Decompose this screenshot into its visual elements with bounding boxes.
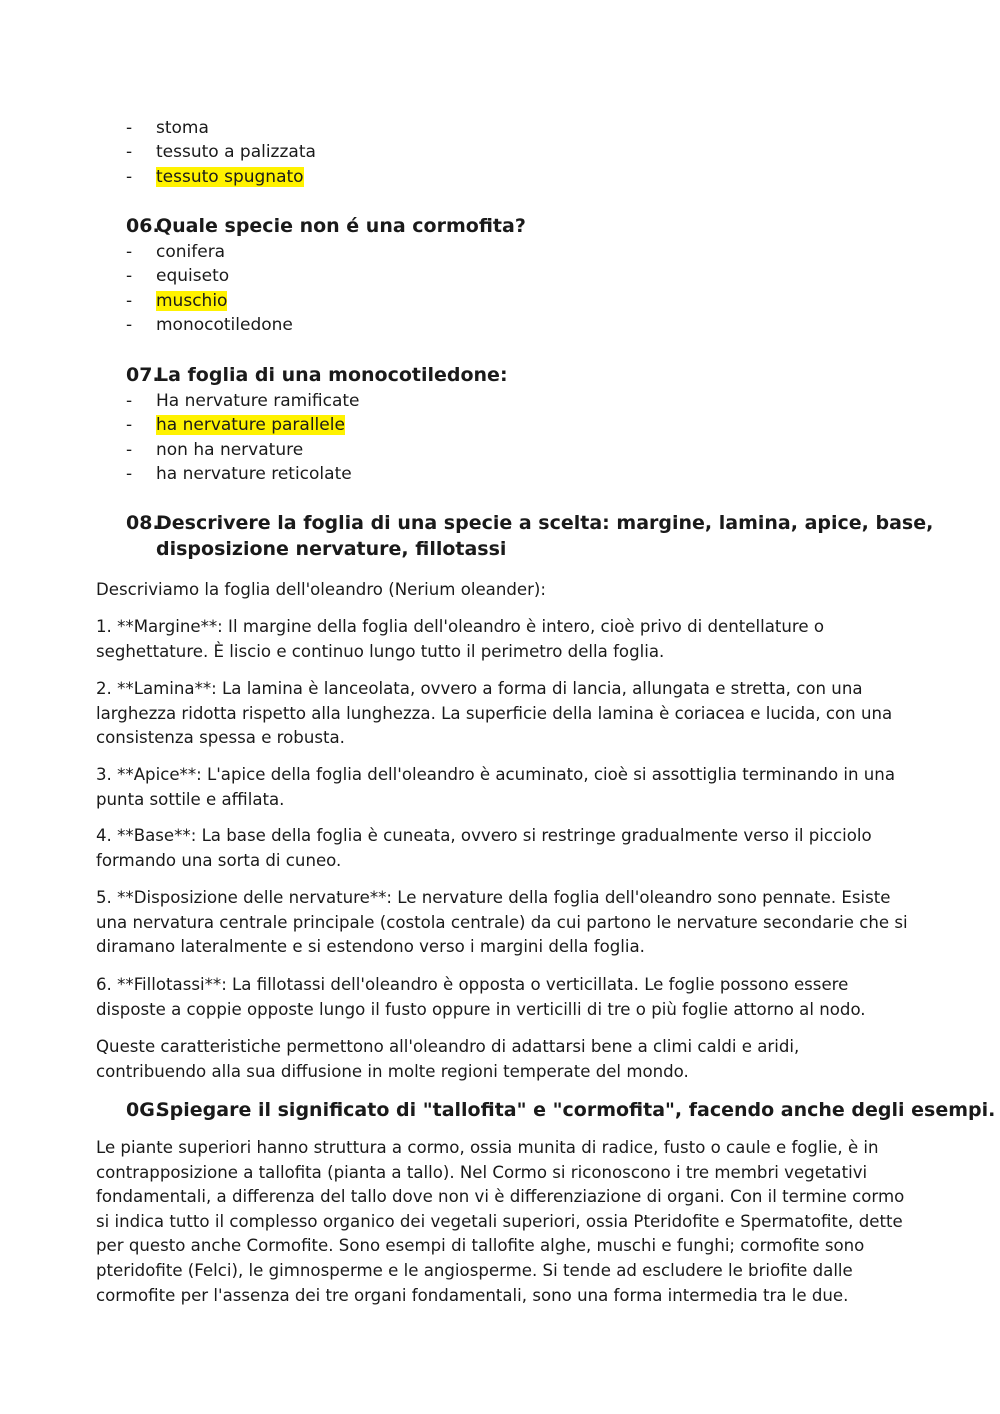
q06-option: - equiseto <box>126 266 230 287</box>
question-number: 07. <box>126 364 160 386</box>
answer-point-fillotassi: 6. **Fillotassi**: La fillotassi dell'oleandro è opposta o verticillata. Le foglie possono essere disposte a coppie opposte lungo il fusto oppure in verticilli di tre o più foglie attorno al nodo. <box>96 975 866 1019</box>
answer-point-base: 4. **Base**: La base della foglia è cuneata, ovvero si restringe gradualmente verso il picciolo formando una sorta di cuneo. <box>96 826 872 870</box>
q06-option: - monocotiledone <box>126 315 293 336</box>
question-06 <box>126 213 526 239</box>
q07-option: - non ha nervature <box>126 439 304 460</box>
q06-options <box>126 240 293 338</box>
question-text: Quale specie non é una cormofita? <box>156 215 526 237</box>
option-text: monocotiledone <box>156 315 293 336</box>
answer-intro: Descriviamo la foglia dell'oleandro (Nerium oleander): <box>96 580 546 599</box>
answer-point-nervature: 5. **Disposizione delle nervature**: Le nervature della foglia dell'oleandro sono pennate. Esiste una nervatura centrale principale (costola centrale) da cui partono le nervature secondarie che si diramano lateralmente e si estendono verso i margini della foglia. <box>96 888 908 957</box>
highlighted-answer: muschio <box>156 290 228 311</box>
highlighted-answer: tessuto spugnato <box>156 166 304 187</box>
q07-option: - Ha nervature ramificate <box>126 391 360 411</box>
option-text: non ha nervature <box>156 439 304 460</box>
question-07 <box>126 362 508 388</box>
question-number: 0G. <box>126 1099 163 1121</box>
q05-options <box>126 116 316 189</box>
option-text: stoma <box>156 118 209 138</box>
option-text: tessuto a palizzata <box>156 142 316 163</box>
highlighted-answer: ha nervature parallele <box>156 415 345 436</box>
q07-option: - ha nervature reticolate <box>126 464 352 485</box>
q05-option-stoma: - stoma <box>126 118 209 138</box>
answer-point-apice: 3. **Apice**: L'apice della foglia dell'oleandro è acuminato, cioè si assottiglia terminando in una punta sottile e affilata. <box>96 765 895 809</box>
question-text: La foglia di una monocotiledone: <box>156 364 508 386</box>
q06-option: - muschio <box>126 290 228 311</box>
question-number: 08. <box>126 512 160 534</box>
question-text-line1: Descrivere la foglia di una specie a scelta: margine, lamina, apice, base, <box>156 512 934 534</box>
option-text: Ha nervature ramificate <box>156 391 360 411</box>
answer-point-lamina: 2. **Lamina**: La lamina è lanceolata, ovvero a forma di lancia, allungata e stretta, con una larghezza ridotta rispetto alla lunghezza. La superficie della lamina è coriacea e lucida, con una consistenza spessa e robusta. <box>96 679 893 748</box>
answer-q09: Le piante superiori hanno struttura a cormo, ossia munita di radice, fusto o caule e foglie, è in contrapposizione a tallofita (pianta a tallo). Nel Cormo si riconoscono i tre membri vegetativi fondamentali, a differenza del tallo dove non vi è differenziazione di organi. Con il termine cormo si indica tutto il complesso organico dei vegetali superiori, ossia Pteridofite e Spermatofite, dette per questo anche Cormofite. Sono esempi di tallofite alghe, muschi e funghi; cormofite sono pteridofite (Felci), le gimnosperme e le angiosperme. Si tende ad escludere le briofite dalle cormofite per l'assenza dei tre organi fondamentali, sono una forma intermedia tra le due. <box>96 1138 905 1305</box>
question-text-line2: disposizione nervature, fillotassi <box>156 538 507 560</box>
question-text: Spiegare il significato di "tallofita" e "cormofita", facendo anche degli esempi. <box>156 1099 996 1121</box>
question-09 <box>126 1097 995 1123</box>
q06-option: - conifera <box>126 242 226 262</box>
option-text: ha nervature reticolate <box>156 464 352 485</box>
answer-point-margine: 1. **Margine**: Il margine della foglia dell'oleandro è intero, cioè privo di dentellature o seghettature. È liscio e continuo lungo tutto il perimetro della foglia. <box>96 617 824 661</box>
option-text: equiseto <box>156 266 230 287</box>
question-08 <box>126 510 933 562</box>
answer-conclusion: Queste caratteristiche permettono all'oleandro di adattarsi bene a climi caldi e aridi, contribuendo alla sua diffusione in molte regioni temperate del mondo. <box>96 1037 800 1081</box>
q07-option: - ha nervature parallele <box>126 415 345 436</box>
q05-option-spugnato: - tessuto spugnato <box>126 166 304 187</box>
q07-options <box>126 389 360 487</box>
question-number: 06. <box>126 215 160 237</box>
q05-option-palizzata: - tessuto a palizzata <box>126 142 316 163</box>
option-text: conifera <box>156 242 226 262</box>
